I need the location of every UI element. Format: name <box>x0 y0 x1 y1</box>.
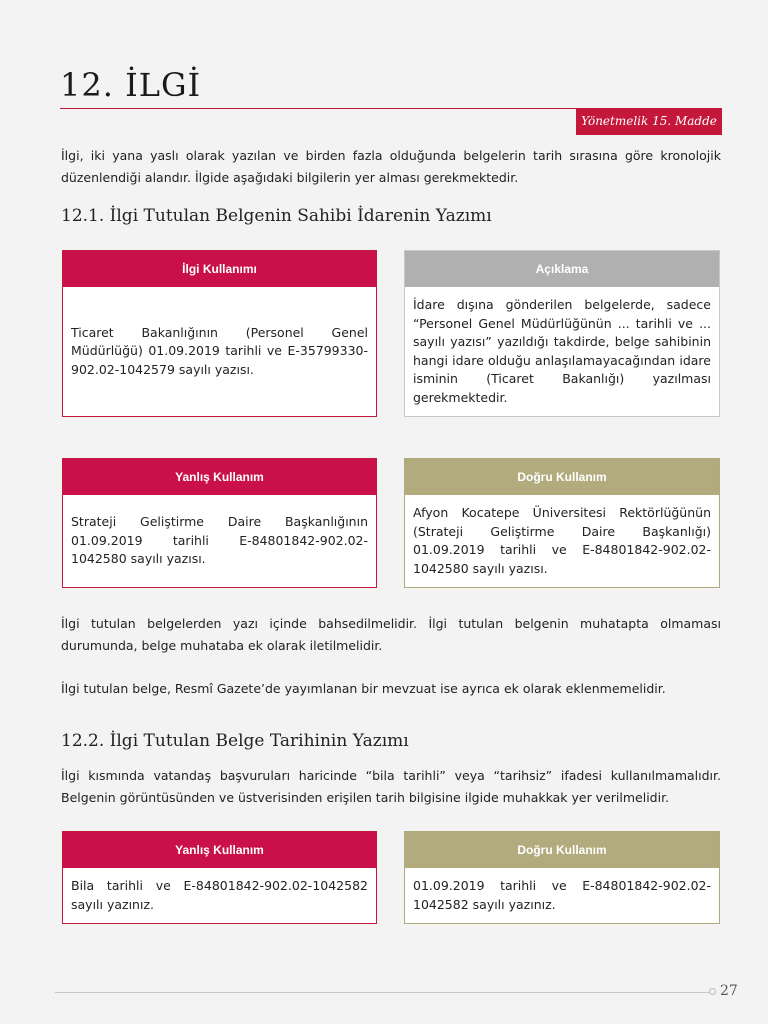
usage-card-header: İlgi Kullanımı <box>63 251 376 287</box>
regulation-badge: Yönetmelik 15. Madde <box>576 108 722 135</box>
intro-paragraph: İlgi, iki yana yaslı olarak yazılan ve birden fazla olduğunda belgelerin tarih sırasına göre kronolojik düzenlendiği alandır. İlgide aşağıdaki bilgilerin yer alması gerekmektedir. <box>61 148 721 185</box>
wrong-usage-header-2: Yanlış Kullanım <box>63 832 376 868</box>
page-number: 27 <box>720 983 738 999</box>
wrong-usage-text-2: Bila tarihli ve E-84801842-902.02-1042582 sayılı yazınız. <box>71 878 368 912</box>
right-usage-text-2: 01.09.2019 tarihli ve E-84801842-902.02-1042582 sayılı yazınız. <box>413 878 711 912</box>
right-usage-header-2: Doğru Kullanım <box>405 832 719 868</box>
section-1-heading: 12.1. İlgi Tutulan Belgenin Sahibi İdarenin Yazımı <box>61 206 492 226</box>
footer-circle-ornament <box>709 988 716 995</box>
note-paragraph-2: İlgi tutulan belge, Resmî Gazete’de yayımlanan bir mevzuat ise ayrıca ek olarak eklenmemelidir. <box>61 681 666 696</box>
page-title: 12. İLGİ <box>60 66 202 104</box>
wrong-usage-card-1 <box>62 458 377 588</box>
usage-card <box>62 250 377 417</box>
wrong-usage-header-1: Yanlış Kullanım <box>63 459 376 495</box>
right-usage-text-1: Afyon Kocatepe Üniversitesi Rektörlüğünün (Strateji Geliştirme Daire Başkanlığı) 01.09.2019 tarihli ve E-84801842-902.02-1042580 sayılı yazısı. <box>413 505 711 576</box>
usage-card-text: Ticaret Bakanlığının (Personel Genel Müdürlüğü) 01.09.2019 tarihli ve E-35799330-902.02-1042579 sayılı yazısı. <box>71 324 368 377</box>
explanation-card-header: Açıklama <box>405 251 719 287</box>
footer-divider <box>55 992 710 993</box>
right-usage-header-1: Doğru Kullanım <box>405 459 719 495</box>
right-usage-card-1 <box>404 458 720 588</box>
explanation-card <box>404 250 720 417</box>
explanation-card-text: İdare dışına gönderilen belgelerde, sadece “Personel Genel Müdürlüğünün ... tarihli ve ... sayılı yazısı” yazıldığı takdirde, belge sahibinin hangi idare olduğu anlaşılamayacağından idare isminin (Ticaret Bakanlığı) yazılması gerekmektedir. <box>413 297 711 405</box>
section-2-intro: İlgi kısmında vatandaş başvuruları haricinde “bila tarihli” veya “tarihsiz” ifadesi kullanılmamalıdır. Belgenin görüntüsünden ve üstverisinden erişilen tarih bilgisine ilgide muhakkak yer verilmelidir. <box>61 768 721 805</box>
section-2-heading: 12.2. İlgi Tutulan Belge Tarihinin Yazımı <box>61 731 409 751</box>
right-usage-card-2 <box>404 831 720 924</box>
note-paragraph-1: İlgi tutulan belgelerden yazı içinde bahsedilmelidir. İlgi tutulan belgenin muhatapta olmaması durumunda, belge muhataba ek olarak iletilmelidir. <box>61 616 721 653</box>
wrong-usage-card-2 <box>62 831 377 924</box>
wrong-usage-text-1: Strateji Geliştirme Daire Başkanlığının 01.09.2019 tarihli E-84801842-902.02-1042580 sayılı yazısı. <box>71 514 368 567</box>
